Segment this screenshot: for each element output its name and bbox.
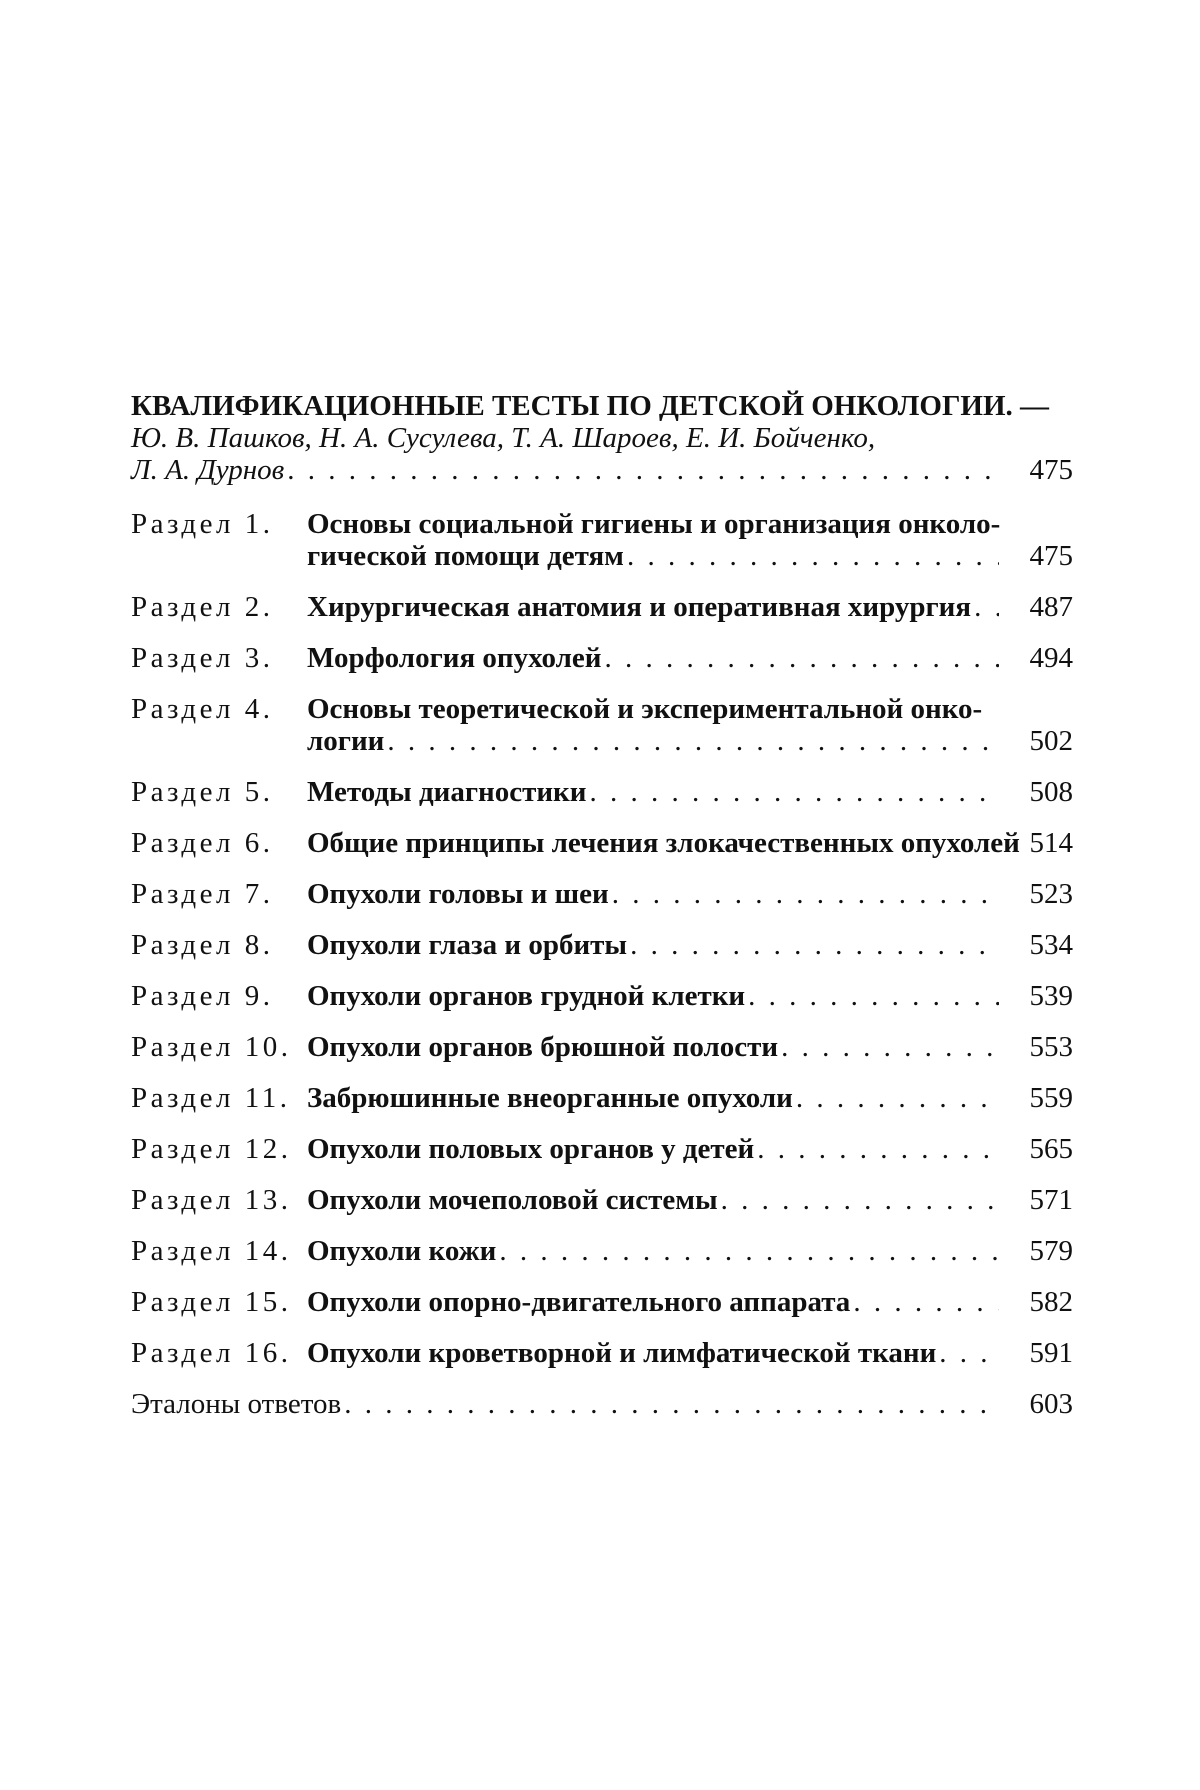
section-label: Раздел 13. [131,1184,292,1216]
page-number: 565 [1029,1133,1073,1165]
table-of-contents-page [131,390,1073,1420]
page-number: 571 [1029,1184,1073,1216]
leader-dots [757,1133,999,1165]
leader-dots [630,929,999,961]
toc-section [131,693,1073,757]
toc-section [131,591,1073,623]
section-label: Раздел 1. [131,508,274,540]
page-number: 502 [1029,725,1073,757]
leader-dots [627,540,999,572]
section-title: Методы диагностики [307,776,587,808]
section-title: логии [307,725,385,757]
section-title: гической помощи детям [307,540,624,572]
section-label: Раздел 6. [131,827,274,859]
page-number: 591 [1029,1337,1073,1369]
section-title: Забрюшинные внеорганные опухоли [307,1082,793,1114]
toc-header-entry [131,390,1073,486]
section-title-line1: Основы теоретической и экспериментальной онко- [307,693,983,725]
section-title: Опухоли мочеполовой системы [307,1184,718,1216]
page-number: 514 [1029,827,1073,859]
section-title: Общие принципы лечения злокачественных опухолей [307,827,1020,859]
section-title: Опухоли кожи [307,1235,497,1267]
section-title: Хирургическая анатомия и оперативная хирургия [307,591,972,623]
page-number: 487 [1029,591,1073,623]
section-title: Опухоли кроветворной и лимфатической ткани [307,1337,937,1369]
section-label: Раздел 5. [131,776,274,808]
leader-dots [748,980,999,1012]
leader-dots [604,642,999,674]
toc-section [131,1286,1073,1318]
toc-answers-entry [131,1388,1073,1420]
section-label: Раздел 2. [131,591,274,623]
section-title: Опухоли половых органов у детей [307,1133,755,1165]
section-label: Раздел 16. [131,1337,292,1369]
section-label: Раздел 11. [131,1082,291,1114]
section-label: Раздел 9. [131,980,274,1012]
page-number: 534 [1029,929,1073,961]
chapter-authors: Ю. В. Пашков, Н. А. Сусулева, Т. А. Шароев, Е. И. Бойченко, [131,422,876,454]
page-number: 603 [1029,1388,1073,1420]
section-label: Раздел 3. [131,642,274,674]
page-number: 475 [1029,540,1073,572]
section-label: Раздел 12. [131,1133,292,1165]
toc-section [131,776,1073,808]
leader-dots [721,1184,999,1216]
toc-sections [131,508,1073,1420]
section-label: Раздел 7. [131,878,274,910]
toc-section [131,1082,1073,1114]
chapter-authors-row [131,454,1073,486]
leader-dots [387,725,999,757]
chapter-title: КВАЛИФИКАЦИОННЫЕ ТЕСТЫ ПО ДЕТСКОЙ ОНКОЛОГИИ. — [131,390,1050,422]
section-label: Раздел 4. [131,693,274,725]
section-label: Раздел 14. [131,1235,292,1267]
page-number: 559 [1029,1082,1073,1114]
section-title: Морфология опухолей [307,642,602,674]
toc-section [131,1337,1073,1369]
page-number: 523 [1029,878,1073,910]
toc-section [131,878,1073,910]
section-title: Опухоли органов брюшной полости [307,1031,779,1063]
section-title: Опухоли глаза и орбиты [307,929,628,961]
toc-section [131,1235,1073,1267]
section-title: Опухоли головы и шеи [307,878,609,910]
toc-section [131,508,1073,572]
leader-dots [612,878,999,910]
leader-dots [939,1337,999,1369]
section-label: Раздел 10. [131,1031,292,1063]
section-title-line1: Основы социальной гигиены и организация онколо- [307,508,1001,540]
leader-dots [499,1235,999,1267]
toc-section [131,1133,1073,1165]
page-number: 475 [1029,454,1073,486]
leader-dots [853,1286,999,1318]
toc-section [131,1184,1073,1216]
leader-dots [781,1031,999,1063]
toc-section [131,929,1073,961]
toc-section [131,642,1073,674]
leader-dots [796,1082,999,1114]
page-number: 553 [1029,1031,1073,1063]
toc-section [131,827,1073,859]
leader-dots [287,454,999,486]
toc-section [131,980,1073,1012]
toc-section [131,1031,1073,1063]
page-number: 539 [1029,980,1073,1012]
chapter-authors-last: Л. А. Дурнов [131,454,285,486]
section-title: Опухоли опорно-двигательного аппарата [307,1286,851,1318]
answers-label: Эталоны ответов [131,1388,342,1420]
page-number: 494 [1029,642,1073,674]
section-title: Опухоли органов грудной клетки [307,980,746,1012]
leader-dots [344,1388,999,1420]
page-number: 582 [1029,1286,1073,1318]
page-number: 579 [1029,1235,1073,1267]
leader-dots [974,591,999,623]
leader-dots [589,776,999,808]
page-number: 508 [1029,776,1073,808]
section-label: Раздел 8. [131,929,274,961]
section-label: Раздел 15. [131,1286,292,1318]
